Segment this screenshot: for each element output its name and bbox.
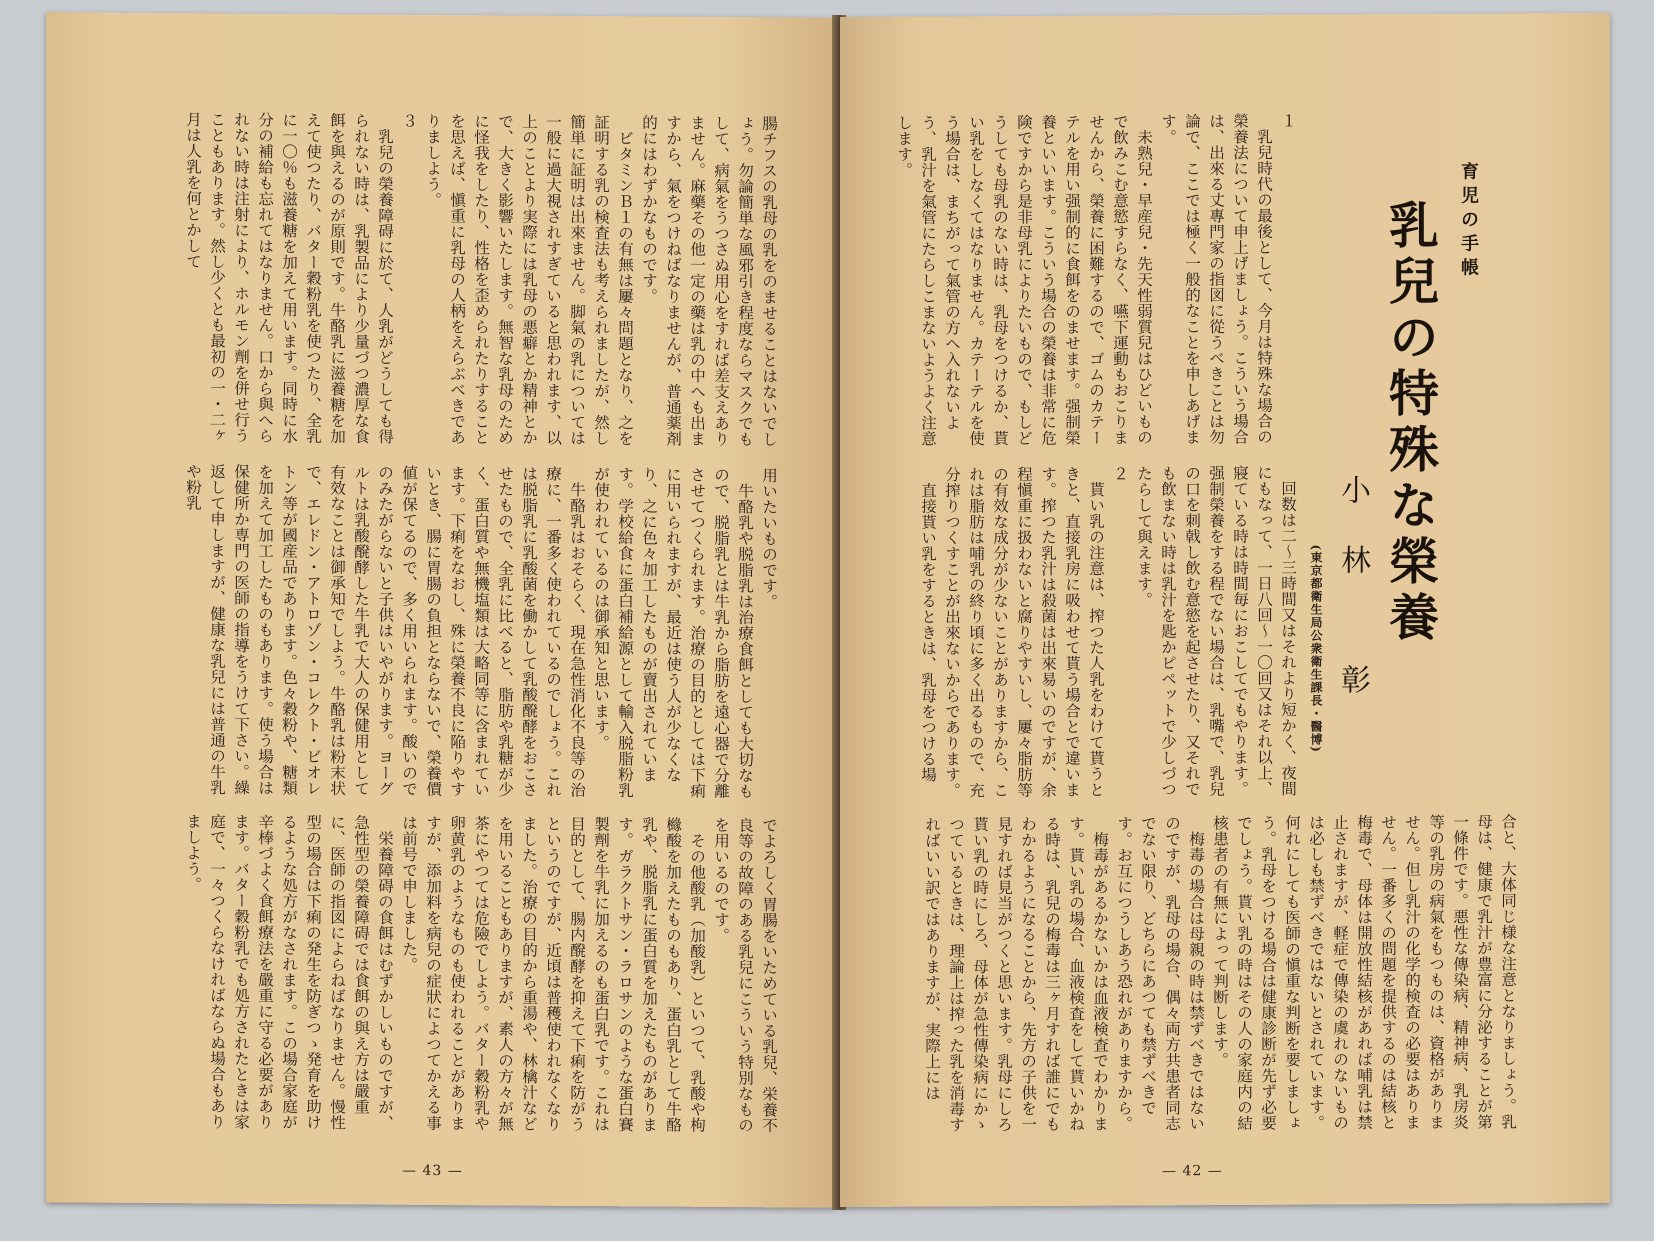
left-page <box>46 12 836 1208</box>
article-title: 乳兒の特殊な榮養 <box>1381 198 1440 648</box>
left-page-lower-text: でよろしく胃腸をいためている乳兒、栄養不良等の故障のある乳兒にこういう特別なものを用いるのです。 その他酸乳（加酸乳）といつて、乳酸や枸櫞酸を加えたものもあり、蛋白乳として牛酪乳や、脱脂乳に蛋白質を加えたものがあります。ガラクトサン・ラロサンのような蛋白賽製劑を牛乳に加えるのも蛋白乳です。これは目的として、腸内醗酵を抑えて下痢を防がうというのですが、近頃は普穫使われなくなりました。治療の目的から重湯や、林檎汁などを用いることもありますが、素人の方々が無茶にやつては危險でしよう。バター穀粉乳や卵黄乳のようなものも使われることがありますが、添加料を病兒の症狀によつてかえる事は前号で申しました。 栄養障碍の食餌はむずかしいものですが、急性型の榮養障碍では食餌の與え方は嚴重に、医師の指図によらねばなりません。慢性型の場合は下痢の発生を防ぎつゝ発育を助けるような処方がなされます。この場合家庭が辛棒づよく食餌療法を嚴重に守る必要があります。バター穀粉乳でも処方されたときは家庭で、一々つくらなければならぬ場合もありましよう。 <box>184 813 778 1134</box>
series-heading: 育児の手帳 <box>1458 161 1479 282</box>
open-magazine <box>40 15 1615 1220</box>
left-page-upper-text: 腸チフスの乳母の乳をのませることはないでしょう。勿論簡単な風邪引き程度ならマスクでもして、病氣をうつさぬ用心をすれば差支えありません。麻藥その他一定の藥は乳の中へも出ますから、氣をつけねばなりませんが、普通薬剤的にはわずかなものです。 ビタミンＢ１の有無は屢々問題となり、之を証明する乳の検査法も考えられましたが、然し簡単に証明は出來ません。脚氣の乳については一般に過大視されすぎていると思われます、以上のことより実際には乳母の悪癖とか精神とかで、大きく影響いたします。無智な乳母のために怪我をしたり、性格を歪められたりすることを思えば、愼重に乳母の人柄をえらぶべきでありましよう。 ３ 乳兒の榮養障碍に於て、人乳がどうしても得られない時は、乳製品により少量づつ濃厚な食餌を與えるのが原則です。牛酪乳に滋養糖を加えて使つたり、バター穀粉乳を使つたり、全乳に一〇％も滋養糖を加えて用います。同時に水分の補給も忘れてはなりません。口から與へられない時は注射により、ホルモン劑を併せ行うこともあります。然し少くとも最初の一・二ヶ月は人乳を何とかして <box>184 111 778 448</box>
right-page-lower-text: 合と、大体同じ様な注意となりましょう。乳母は、健康で乳汁が豊富に分泌することが第一條件です。悪性な傳染病、精神病、乳房炎等の乳房の病氣をもつものは、資格がありません。但し乳汁の化学的検査の必要はありません。一番多くの問題を提供するのは結核と梅毒で、母体は開放性結核があれば哺乳は禁止されますが、軽症で傳染の虞れのないものは必しも禁ずべきではないとされています。何れにしても医師の愼重な判断を要しましょう。乳母をつける場合は健康診断が先ず必要でしょう。貰い乳の時はその人の家庭内の結核患者の有無によって判断します。 梅毒の場合は母親の時は禁ずべきではないのですが、乳母の場合、偶々両方共患者同志でない限り、どちらにあつても禁ずべきです。お互につうしあう恐れがありますから。 梅毒があるかないかは血液検査でわかります。貰い乳の場合、血液検査をして貰いかねる時は、乳兒の梅毒は三ヶ月すれば誰にでもわかるようになることから、先方の子供を一見すれば見当がつくと思います。乳母にしろ貰い乳の時にしろ、母体が急性傳染病にかゝつているときは、理論上は搾った乳を消毒すればいい訳ではありますが、実際上には <box>923 813 1517 1133</box>
right-page-number: — 42 — <box>1162 1163 1223 1180</box>
right-page-upper-text: １ 乳兒時代の最後として、今月は特殊な場合の榮養法について申上げましょう。こういう場合は、出來る丈專門家の指図に從うべきことは勿論で、ここでは極く一般的なことを申しあげます。 未熟兒・早産兒・先天性弱質兒はひどいもので飲みこむ意慾すらなく、嚥下運動もおこりませんから、榮養に困難するので、ゴムのカテーテルを用い强制的に食餌をのませます。强制榮養といいます。こういう場合の榮養は非常に危険ですから是非母乳によりたいもので、もしどうしても母乳のない時は、乳母をつけるか、貰い乳をしなくてはなりません。カテーテルを使う場合は、まちがって氣管の方へ入れないよう、乳汁を氣管にたらしこまないようよく注意します。 <box>895 112 1297 447</box>
right-page <box>840 13 1610 1207</box>
author-name: 小林 彰 <box>1335 474 1370 734</box>
left-page-number: — 43 — <box>402 1162 463 1180</box>
author-affiliation: (東京都衛生局公衆衛生課長・醫博) <box>1309 544 1323 753</box>
right-page-middle-text: 回数は二〜三時間又はそれより短かく、夜間にもなって、一日八回〜一〇回又はそれ以上、寢ている時は時間毎におこしてでもやります。强制榮養をする程でない場合は、乳嘴で、乳兒の口を刺戟し飲む意慾を起させたり、又それでも飲まない時は乳汁を匙かピペットで少しづつたらして與えます。 ２ 貰い乳の注意は、搾つた人乳をわけて貰うときと、直接乳房に吸わせて貰う場合とで違います。搾つた乳汁は殺菌は出來易いのですが、余程愼重に扱わないと腐りやすいし、屢々脂肪等の有效な成分が少ないことがありますから、これは脂肪は哺乳の終り頃に多く出るもので、充分搾りつくすことが出來ないからであります。 直接貰い乳をするときは、乳母をつける場 <box>919 464 1297 799</box>
left-page-middle-text: 用いたいものです。 牛酪乳や脱脂乳は治療食餌としても大切なもので、脱脂乳とは牛乳から脂肪を遠心器で分離させてつくられます。治療の目的としては下痢に用いられますが、最近は使う人が少なくなり、之に色々加工したものが賣出されています。学校給食に蛋白補給源として輸入脱脂粉乳が使われているのは御承知と思います。 牛酪乳はおそらく、現在急性消化不良等の治療に、一番多く使われているのでしょう。これは脱脂乳に乳酸菌を働かして乳酸醗酵をおこさせたもので、全乳に比べると、脂肪や乳糖が少く、蛋白質や無機塩類は大略同等に含まれています。下痢をなおし、殊に榮養不良に陥りやすいとき、腸に胃腸の負担とならないで、榮養價値が保てるので、多く用いられます。酸いのでのみたがらないと子供はいやがります。ヨーグルトは乳酸醗酵した牛乳で大人の保健用として有效なことは御承知でしよう。牛酪乳は粉末状で、エレドン・アトロゾン・コレクト・ビオレトン等が國産品であります。色々穀粉や、糖類を加えて加工したものもあります。使う場合は保健所か専門の医師の指導をうけて下さい。繰返して申しますが、健康な乳兒には普通の牛乳や粉乳 <box>184 463 778 799</box>
